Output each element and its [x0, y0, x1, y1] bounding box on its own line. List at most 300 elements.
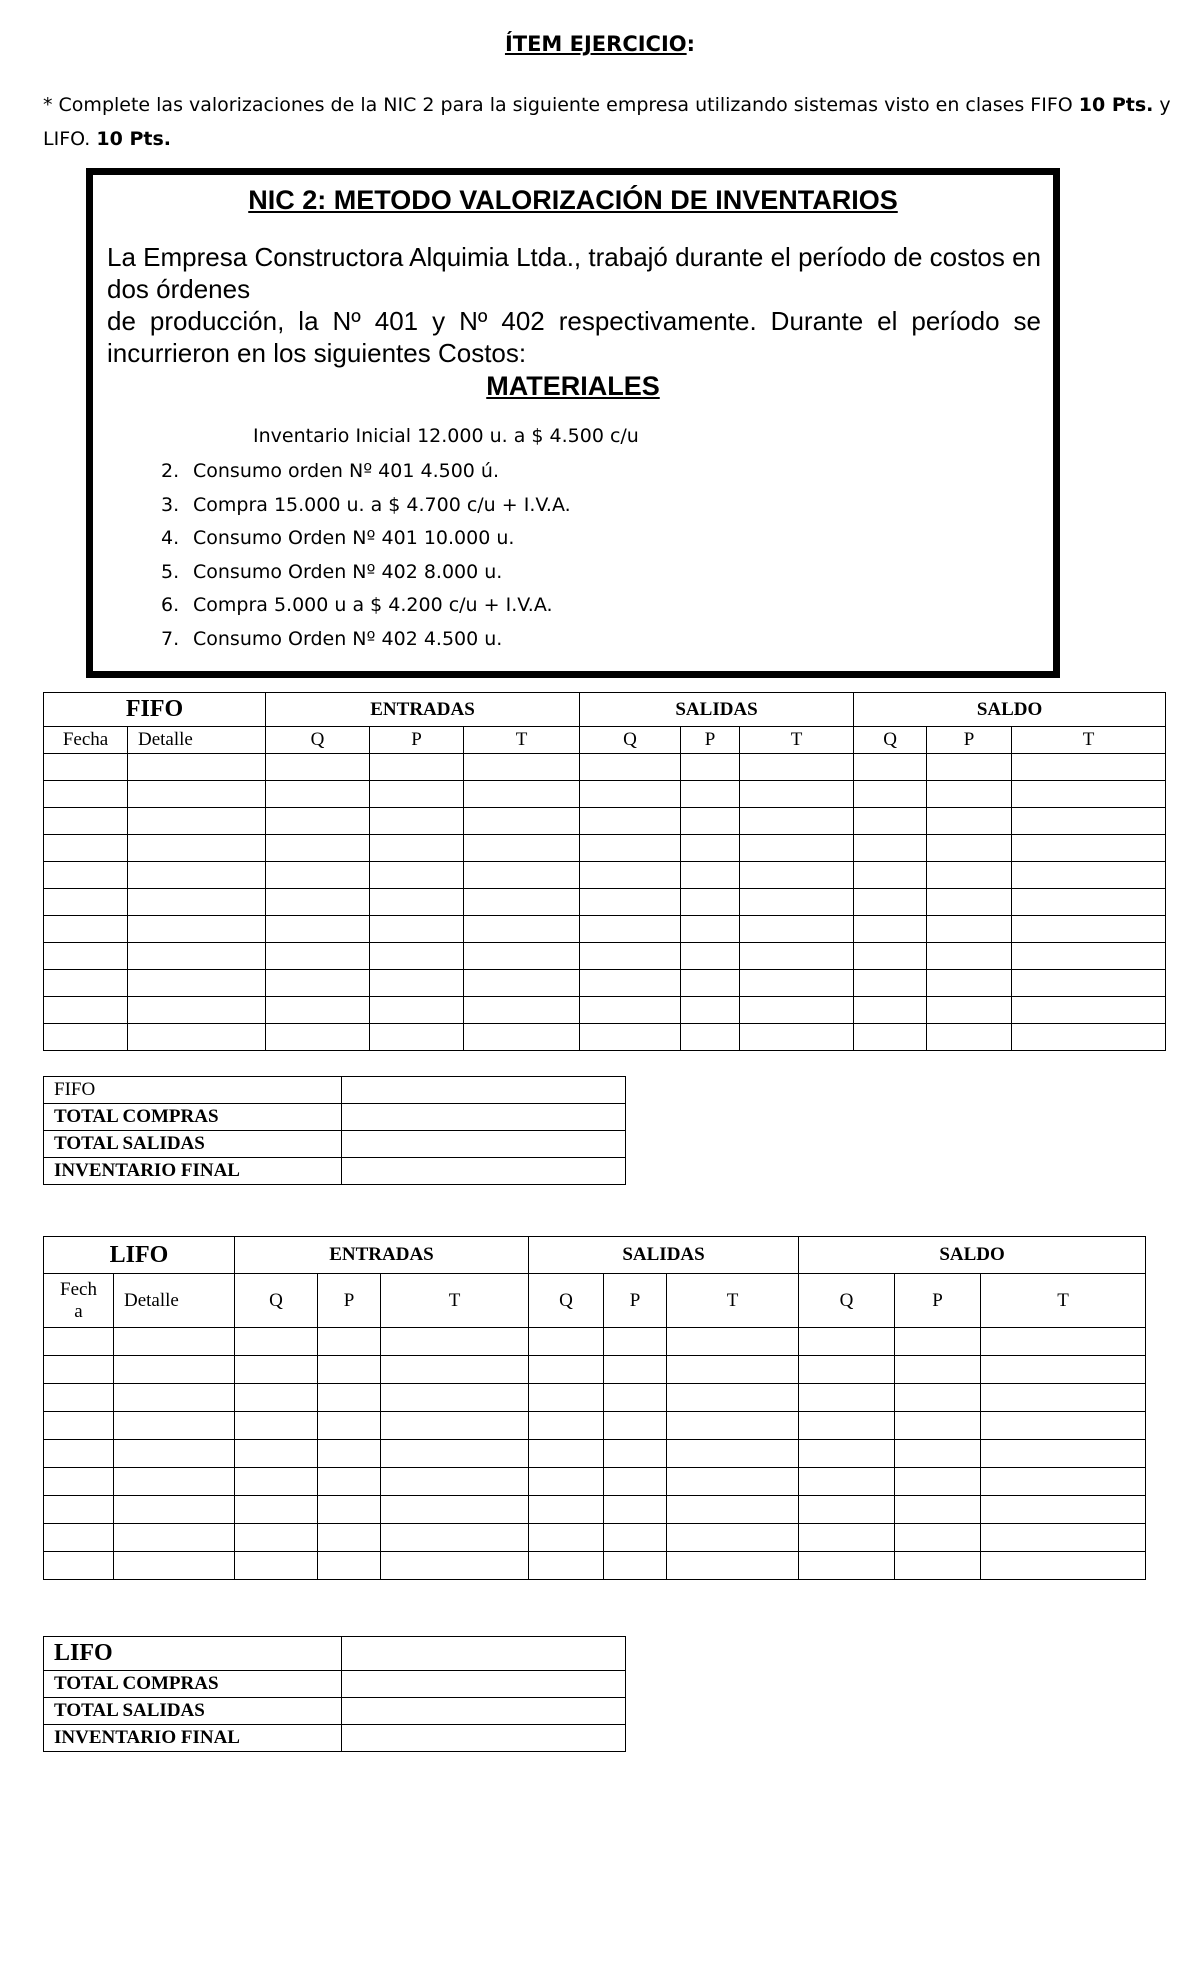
fifo-cell[interactable]: [927, 754, 1012, 781]
fifo-cell[interactable]: [370, 808, 464, 835]
lifo-cell[interactable]: [604, 1328, 667, 1356]
fifo-cell[interactable]: [580, 781, 681, 808]
lifo-cell[interactable]: [114, 1328, 235, 1356]
fifo-cell[interactable]: [44, 754, 128, 781]
lifo-summary-label: LIFO: [44, 1637, 342, 1671]
fifo-col-salidas-q: Q: [580, 727, 681, 754]
fifo-cell[interactable]: [128, 835, 266, 862]
lifo-cell[interactable]: [114, 1524, 235, 1552]
fifo-cell[interactable]: [681, 997, 740, 1024]
lifo-cell[interactable]: [529, 1356, 604, 1384]
fifo-col-fecha: Fecha: [44, 727, 128, 754]
lifo-cell[interactable]: [981, 1356, 1146, 1384]
fifo-cell[interactable]: [128, 1024, 266, 1051]
fifo-cell[interactable]: [927, 916, 1012, 943]
lifo-cell[interactable]: [895, 1356, 981, 1384]
initial-inventory: Inventario Inicial 12.000 u. a $ 4.500 c/u: [253, 425, 639, 447]
fifo-cell[interactable]: [464, 862, 580, 889]
fifo-cell[interactable]: [854, 1024, 927, 1051]
fifo-cell[interactable]: [464, 1024, 580, 1051]
fifo-cell[interactable]: [266, 1024, 370, 1051]
table-row: [44, 1131, 626, 1158]
instructions-text: * Complete las valorizaciones de la NIC 2 para la siguiente empresa utilizando sistemas visto en clases FIFO: [43, 94, 1073, 116]
fifo-cell[interactable]: [44, 997, 128, 1024]
fifo-cell[interactable]: [580, 943, 681, 970]
lifo-col-entradas-q: Q: [235, 1274, 318, 1328]
lifo-total-compras-value[interactable]: [342, 1671, 626, 1698]
lifo-cell[interactable]: [667, 1356, 799, 1384]
lifo-cell[interactable]: [529, 1440, 604, 1468]
lifo-cell[interactable]: [44, 1552, 114, 1580]
table-row: [44, 1328, 1146, 1356]
lifo-cell[interactable]: [604, 1356, 667, 1384]
lifo-cell[interactable]: [114, 1356, 235, 1384]
exercise-heading: [0, 32, 1200, 56]
fifo-col-detalle: Detalle: [128, 727, 266, 754]
fifo-cell[interactable]: [854, 943, 927, 970]
lifo-total-salidas-value[interactable]: [342, 1698, 626, 1725]
lifo-cell[interactable]: [381, 1468, 529, 1496]
fifo-cell[interactable]: [927, 943, 1012, 970]
fifo-cell[interactable]: [927, 889, 1012, 916]
lifo-cell[interactable]: [318, 1468, 381, 1496]
lifo-col-entradas-t: T: [381, 1274, 529, 1328]
lifo-cell[interactable]: [44, 1524, 114, 1552]
fifo-cell[interactable]: [854, 862, 927, 889]
fifo-cell[interactable]: [370, 781, 464, 808]
table-row: [44, 943, 1166, 970]
fifo-cell[interactable]: [740, 754, 854, 781]
fifo-cell[interactable]: [854, 781, 927, 808]
table-row: [44, 1077, 626, 1104]
fifo-cell[interactable]: [464, 970, 580, 997]
fifo-summary-label-value[interactable]: [342, 1077, 626, 1104]
fifo-cell[interactable]: [740, 835, 854, 862]
fifo-cell[interactable]: [1012, 997, 1166, 1024]
fifo-total-salidas-label: TOTAL SALIDAS: [44, 1131, 342, 1158]
lifo-cell[interactable]: [981, 1328, 1146, 1356]
lifo-cell[interactable]: [667, 1384, 799, 1412]
lifo-cell[interactable]: [381, 1524, 529, 1552]
lifo-cell[interactable]: [44, 1328, 114, 1356]
box-paragraph-line1: La Empresa Constructora Alquimia Ltda., trabajó durante el período de costos en dos órdenes: [107, 242, 1041, 304]
table-row: [44, 1412, 1146, 1440]
lifo-cell[interactable]: [381, 1496, 529, 1524]
lifo-cell[interactable]: [44, 1468, 114, 1496]
fifo-cell[interactable]: [580, 970, 681, 997]
lifo-cell[interactable]: [235, 1496, 318, 1524]
fifo-cell[interactable]: [44, 916, 128, 943]
fifo-cell[interactable]: [370, 889, 464, 916]
fifo-cell[interactable]: [128, 808, 266, 835]
lifo-cell[interactable]: [44, 1440, 114, 1468]
fifo-cell[interactable]: [681, 943, 740, 970]
list-item: 3. Compra 15.000 u. a $ 4.700 c/u + I.V.A.: [161, 493, 571, 516]
fifo-cell[interactable]: [1012, 862, 1166, 889]
lifo-cell[interactable]: [318, 1384, 381, 1412]
fifo-cell[interactable]: [1012, 808, 1166, 835]
lifo-cell[interactable]: [381, 1328, 529, 1356]
lifo-cell[interactable]: [799, 1384, 895, 1412]
fifo-cell[interactable]: [580, 916, 681, 943]
fifo-col-entradas-p: P: [370, 727, 464, 754]
table-row: [44, 1024, 1166, 1051]
lifo-cell[interactable]: [981, 1524, 1146, 1552]
fifo-cell[interactable]: [44, 943, 128, 970]
fifo-cell[interactable]: [854, 997, 927, 1024]
lifo-cell[interactable]: [235, 1440, 318, 1468]
fifo-cell[interactable]: [854, 835, 927, 862]
fifo-cell[interactable]: [740, 808, 854, 835]
table-row: [44, 781, 1166, 808]
fifo-cell[interactable]: [740, 970, 854, 997]
fifo-total-compras-value[interactable]: [342, 1104, 626, 1131]
lifo-cell[interactable]: [235, 1552, 318, 1580]
fifo-cell[interactable]: [740, 1024, 854, 1051]
lifo-cell[interactable]: [981, 1552, 1146, 1580]
table-row: [44, 916, 1166, 943]
lifo-total-compras-label: TOTAL COMPRAS: [44, 1671, 342, 1698]
list-item: 5. Consumo Orden Nº 402 8.000 u.: [161, 560, 503, 583]
fifo-cell[interactable]: [128, 889, 266, 916]
fifo-inventario-final-value[interactable]: [342, 1158, 626, 1185]
lifo-cell[interactable]: [799, 1468, 895, 1496]
fifo-cell[interactable]: [464, 781, 580, 808]
lifo-cell[interactable]: [44, 1496, 114, 1524]
lifo-cell[interactable]: [981, 1468, 1146, 1496]
fifo-cell[interactable]: [681, 889, 740, 916]
fifo-cell[interactable]: [681, 835, 740, 862]
lifo-cell[interactable]: [895, 1496, 981, 1524]
lifo-header-row: [44, 1237, 1146, 1274]
lifo-cell[interactable]: [667, 1496, 799, 1524]
fifo-cell[interactable]: [370, 835, 464, 862]
fifo-cell[interactable]: [266, 970, 370, 997]
lifo-cell[interactable]: [114, 1468, 235, 1496]
lifo-cell[interactable]: [667, 1524, 799, 1552]
fifo-cell[interactable]: [927, 808, 1012, 835]
table-row: [44, 1671, 626, 1698]
lifo-cell[interactable]: [799, 1524, 895, 1552]
lifo-cell[interactable]: [381, 1356, 529, 1384]
lifo-cell[interactable]: [895, 1384, 981, 1412]
exercise-title: ÍTEM EJERCICIO: [504, 32, 687, 56]
lifo-cell[interactable]: [529, 1496, 604, 1524]
instructions-joiner: y LIFO.: [43, 94, 1171, 150]
fifo-cell[interactable]: [44, 970, 128, 997]
fifo-cell[interactable]: [580, 808, 681, 835]
lifo-cell[interactable]: [381, 1552, 529, 1580]
lifo-cell[interactable]: [895, 1328, 981, 1356]
lifo-cell[interactable]: [44, 1384, 114, 1412]
lifo-cell[interactable]: [529, 1552, 604, 1580]
lifo-cell[interactable]: [667, 1328, 799, 1356]
box-paragraph-line2: de producción, la Nº 401 y Nº 402 respectivamente. Durante el período se incurrieron en los siguientes Costos:: [107, 306, 1041, 368]
lifo-cell[interactable]: [667, 1468, 799, 1496]
fifo-cell[interactable]: [927, 862, 1012, 889]
fifo-cell[interactable]: [740, 889, 854, 916]
fifo-cell[interactable]: [681, 1024, 740, 1051]
lifo-cell[interactable]: [381, 1412, 529, 1440]
lifo-cell[interactable]: [44, 1356, 114, 1384]
fifo-cell[interactable]: [740, 997, 854, 1024]
lifo-cell[interactable]: [799, 1440, 895, 1468]
lifo-cell[interactable]: [667, 1552, 799, 1580]
fifo-entradas-header: ENTRADAS: [266, 693, 580, 727]
lifo-cell[interactable]: [529, 1468, 604, 1496]
lifo-col-salidas-t: T: [667, 1274, 799, 1328]
fifo-cell[interactable]: [681, 808, 740, 835]
fifo-cell[interactable]: [266, 835, 370, 862]
fifo-cell[interactable]: [464, 997, 580, 1024]
table-row: [44, 1725, 626, 1752]
fifo-cell[interactable]: [927, 835, 1012, 862]
fifo-cell[interactable]: [44, 808, 128, 835]
materials-list: [161, 455, 571, 656]
lifo-cell[interactable]: [318, 1524, 381, 1552]
lifo-cell[interactable]: [981, 1496, 1146, 1524]
fifo-cell[interactable]: [854, 889, 927, 916]
fifo-cell[interactable]: [580, 862, 681, 889]
fifo-cell[interactable]: [1012, 835, 1166, 862]
table-row: [44, 1158, 626, 1185]
lifo-col-salidas-q: Q: [529, 1274, 604, 1328]
lifo-cell[interactable]: [799, 1356, 895, 1384]
lifo-cell[interactable]: [895, 1440, 981, 1468]
lifo-cell[interactable]: [895, 1524, 981, 1552]
table-row: [44, 1384, 1146, 1412]
table-row: [44, 1698, 626, 1725]
fifo-cell[interactable]: [128, 862, 266, 889]
lifo-cell[interactable]: [318, 1496, 381, 1524]
table-row: [44, 889, 1166, 916]
lifo-cell[interactable]: [667, 1440, 799, 1468]
lifo-cell[interactable]: [604, 1384, 667, 1412]
lifo-cell[interactable]: [981, 1384, 1146, 1412]
lifo-cell[interactable]: [799, 1496, 895, 1524]
lifo-cell[interactable]: [604, 1440, 667, 1468]
materials-subtitle: MATERIALES: [486, 371, 660, 401]
lifo-cell[interactable]: [604, 1412, 667, 1440]
lifo-points: 10 Pts.: [96, 128, 171, 150]
fifo-cell[interactable]: [681, 916, 740, 943]
fifo-cell[interactable]: [1012, 943, 1166, 970]
fifo-cell[interactable]: [854, 916, 927, 943]
fifo-cell[interactable]: [370, 1024, 464, 1051]
lifo-col-entradas-p: P: [318, 1274, 381, 1328]
fifo-cell[interactable]: [266, 862, 370, 889]
fifo-cell[interactable]: [44, 1024, 128, 1051]
lifo-cell[interactable]: [895, 1468, 981, 1496]
lifo-cell[interactable]: [799, 1412, 895, 1440]
fifo-cell[interactable]: [740, 781, 854, 808]
fifo-cell[interactable]: [927, 1024, 1012, 1051]
lifo-table: [43, 1236, 1146, 1580]
fifo-cell[interactable]: [128, 916, 266, 943]
fifo-cell[interactable]: [266, 754, 370, 781]
fifo-cell[interactable]: [370, 970, 464, 997]
lifo-cell[interactable]: [981, 1440, 1146, 1468]
fifo-col-saldo-t: T: [1012, 727, 1166, 754]
lifo-cell[interactable]: [604, 1524, 667, 1552]
lifo-inventario-final-value[interactable]: [342, 1725, 626, 1752]
fifo-cell[interactable]: [370, 943, 464, 970]
fifo-cell[interactable]: [927, 781, 1012, 808]
lifo-cell[interactable]: [235, 1328, 318, 1356]
fifo-cell[interactable]: [1012, 916, 1166, 943]
lifo-cell[interactable]: [318, 1440, 381, 1468]
lifo-cell[interactable]: [981, 1412, 1146, 1440]
lifo-cell[interactable]: [799, 1328, 895, 1356]
fifo-cell[interactable]: [44, 781, 128, 808]
fifo-cell[interactable]: [681, 862, 740, 889]
fifo-cell[interactable]: [580, 754, 681, 781]
fifo-total-salidas-value[interactable]: [342, 1131, 626, 1158]
fifo-cell[interactable]: [464, 808, 580, 835]
lifo-cell[interactable]: [318, 1328, 381, 1356]
fifo-col-salidas-p: P: [681, 727, 740, 754]
fifo-inventario-final-label: INVENTARIO FINAL: [44, 1158, 342, 1185]
fifo-cell[interactable]: [370, 754, 464, 781]
fifo-cell[interactable]: [740, 943, 854, 970]
lifo-cell[interactable]: [318, 1412, 381, 1440]
fifo-cell[interactable]: [464, 754, 580, 781]
lifo-cell[interactable]: [235, 1468, 318, 1496]
lifo-cell[interactable]: [114, 1552, 235, 1580]
lifo-col-salidas-p: P: [604, 1274, 667, 1328]
fifo-cell[interactable]: [854, 970, 927, 997]
lifo-cell[interactable]: [667, 1412, 799, 1440]
fifo-cell[interactable]: [370, 862, 464, 889]
table-row: [44, 1468, 1146, 1496]
lifo-cell[interactable]: [235, 1384, 318, 1412]
fifo-cell[interactable]: [464, 943, 580, 970]
box-title: NIC 2: METODO VALORIZACIÓN DE INVENTARIOS: [248, 185, 898, 215]
table-row: [44, 970, 1166, 997]
exercise-title-colon: :: [686, 32, 696, 56]
fifo-cell[interactable]: [128, 997, 266, 1024]
list-item: 6. Compra 5.000 u a $ 4.200 c/u + I.V.A.: [161, 594, 553, 616]
fifo-saldo-header: SALDO: [854, 693, 1166, 727]
table-row: [44, 835, 1166, 862]
lifo-saldo-header: SALDO: [799, 1237, 1146, 1274]
table-row: [44, 1496, 1146, 1524]
lifo-cell[interactable]: [895, 1412, 981, 1440]
fifo-cell[interactable]: [128, 781, 266, 808]
fifo-cell[interactable]: [44, 862, 128, 889]
lifo-cell[interactable]: [799, 1552, 895, 1580]
fifo-cell[interactable]: [927, 970, 1012, 997]
lifo-cell[interactable]: [114, 1440, 235, 1468]
fifo-cell[interactable]: [266, 997, 370, 1024]
lifo-cell[interactable]: [114, 1496, 235, 1524]
fifo-cell[interactable]: [370, 916, 464, 943]
fifo-cell[interactable]: [681, 781, 740, 808]
fifo-column-row: [44, 727, 1166, 754]
fifo-summary-label: FIFO: [44, 1077, 342, 1104]
lifo-cell[interactable]: [235, 1524, 318, 1552]
fifo-cell[interactable]: [1012, 889, 1166, 916]
fifo-cell[interactable]: [370, 997, 464, 1024]
fifo-cell[interactable]: [1012, 1024, 1166, 1051]
fifo-cell[interactable]: [266, 943, 370, 970]
fifo-cell[interactable]: [580, 835, 681, 862]
lifo-cell[interactable]: [318, 1356, 381, 1384]
lifo-col-saldo-p: P: [895, 1274, 981, 1328]
fifo-cell[interactable]: [266, 808, 370, 835]
fifo-cell[interactable]: [580, 889, 681, 916]
fifo-cell[interactable]: [128, 943, 266, 970]
fifo-cell[interactable]: [44, 835, 128, 862]
fifo-cell[interactable]: [464, 916, 580, 943]
fifo-cell[interactable]: [464, 835, 580, 862]
lifo-cell[interactable]: [895, 1552, 981, 1580]
fifo-cell[interactable]: [128, 754, 266, 781]
fifo-cell[interactable]: [266, 781, 370, 808]
lifo-cell[interactable]: [114, 1384, 235, 1412]
problem-box: [86, 168, 1060, 678]
fifo-cell[interactable]: [1012, 754, 1166, 781]
fifo-cell[interactable]: [854, 808, 927, 835]
lifo-cell[interactable]: [381, 1384, 529, 1412]
list-item: 7. Consumo Orden Nº 402 4.500 u.: [161, 627, 503, 650]
fifo-table-title: FIFO: [44, 693, 266, 727]
lifo-cell[interactable]: [529, 1328, 604, 1356]
lifo-cell[interactable]: [235, 1356, 318, 1384]
fifo-cell[interactable]: [580, 997, 681, 1024]
lifo-cell[interactable]: [44, 1412, 114, 1440]
fifo-cell[interactable]: [580, 1024, 681, 1051]
table-row: [44, 997, 1166, 1024]
fifo-cell[interactable]: [740, 862, 854, 889]
fifo-cell[interactable]: [266, 889, 370, 916]
lifo-cell[interactable]: [604, 1496, 667, 1524]
table-row: [44, 1104, 626, 1131]
fifo-col-entradas-t: T: [464, 727, 580, 754]
lifo-summary-label-value[interactable]: [342, 1637, 626, 1671]
lifo-cell[interactable]: [381, 1440, 529, 1468]
fifo-cell[interactable]: [1012, 781, 1166, 808]
fifo-cell[interactable]: [927, 997, 1012, 1024]
table-row: [44, 1524, 1146, 1552]
lifo-cell[interactable]: [529, 1524, 604, 1552]
fifo-cell[interactable]: [464, 889, 580, 916]
fifo-cell[interactable]: [44, 889, 128, 916]
fifo-cell[interactable]: [740, 916, 854, 943]
lifo-cell[interactable]: [604, 1468, 667, 1496]
list-item: 2. Consumo orden Nº 401 4.500 ú.: [161, 460, 500, 482]
table-row: [44, 1552, 1146, 1580]
table-row: [44, 808, 1166, 835]
fifo-cell[interactable]: [681, 970, 740, 997]
lifo-cell[interactable]: [235, 1412, 318, 1440]
fifo-cell[interactable]: [854, 754, 927, 781]
lifo-cell[interactable]: [604, 1552, 667, 1580]
fifo-cell[interactable]: [128, 970, 266, 997]
lifo-col-saldo-q: Q: [799, 1274, 895, 1328]
lifo-inventario-final-label: INVENTARIO FINAL: [44, 1725, 342, 1752]
lifo-cell[interactable]: [114, 1412, 235, 1440]
fifo-cell[interactable]: [266, 916, 370, 943]
fifo-cell[interactable]: [1012, 970, 1166, 997]
lifo-cell[interactable]: [529, 1412, 604, 1440]
lifo-cell[interactable]: [318, 1552, 381, 1580]
lifo-total-salidas-label: TOTAL SALIDAS: [44, 1698, 342, 1725]
lifo-cell[interactable]: [529, 1384, 604, 1412]
fifo-summary-table: [43, 1076, 626, 1185]
box-paragraph: [107, 241, 1041, 369]
fifo-cell[interactable]: [681, 754, 740, 781]
